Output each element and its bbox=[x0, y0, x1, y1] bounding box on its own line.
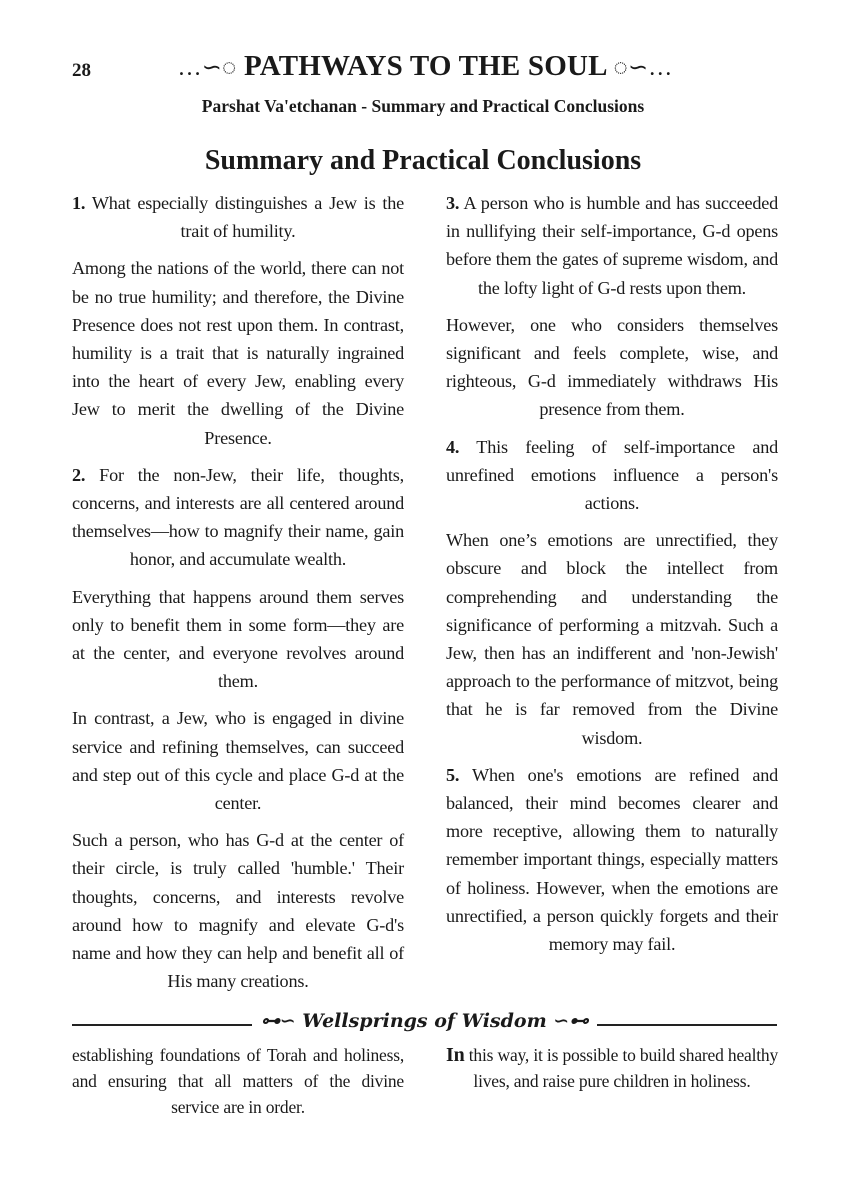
footer-left-column bbox=[72, 1042, 404, 1120]
running-header bbox=[130, 50, 720, 83]
point-3 bbox=[446, 189, 778, 302]
left-column bbox=[72, 189, 404, 1004]
footer-text: this way, it is possible to build shared healthy lives, and raise pure children in holiness. bbox=[464, 1045, 778, 1091]
divider-label: ⊶∽ Wellsprings of Wisdom ∽⊷ bbox=[260, 1010, 589, 1032]
paragraph: When one’s emotions are unrectified, they obscure and block the intellect from comprehending and understanding the significance of performing a mitzvah. Such a Jew, then has an indifferent and 'non-Jewish' approach to the performance of mitzvot, being that he is far removed from the Divine wisdom. bbox=[446, 530, 778, 748]
point-number: 4. bbox=[446, 436, 460, 457]
page-title: Summary and Practical Conclusions bbox=[204, 145, 642, 176]
point-text: For the non-Jew, their life, thoughts, concerns, and interests are all centered around themselves—how to magnify their name, gain honor, and accumulate wealth. bbox=[72, 464, 404, 570]
point-text: When one's emotions are refined and balanced, their mind becomes clearer and more receptive, allowing them to naturally remember important things, especially matters of holiness. However, when the emotions are unrectified, a person quickly forgets and their memory may fail. bbox=[446, 764, 778, 955]
paragraph: Among the nations of the world, there can not be no true humility; and therefore, the Divine Presence does not rest upon them. In contrast, humility is a trait that is naturally ingrained into the heart of every Jew, enabling every Jew to merit the dwelling of the Divine Presence. bbox=[72, 258, 404, 448]
point-5 bbox=[446, 761, 778, 958]
ornament-right-icon: ◌∽… bbox=[613, 55, 673, 81]
divider-line-right bbox=[597, 1024, 777, 1026]
drop-cap: In bbox=[446, 1044, 465, 1066]
point-number: 5. bbox=[446, 764, 460, 785]
point-1 bbox=[72, 189, 404, 245]
footer-right-column bbox=[446, 1042, 778, 1094]
paragraph: In contrast, a Jew, who is engaged in divine service and refining themselves, can succeed and step out of this cycle and place G-d at the center. bbox=[72, 708, 404, 814]
paragraph: However, one who considers themselves significant and feels complete, wise, and righteous, G-d immediately withdraws His presence from them. bbox=[446, 314, 778, 420]
footer-paragraph bbox=[446, 1042, 778, 1094]
point-text: A person who is humble and has succeeded in nullifying their self-importance, G-d opens before them the gates of supreme wisdom, and the lofty light of G-d rests upon them. bbox=[446, 193, 778, 298]
section-divider bbox=[72, 1012, 777, 1038]
point-number: 3. bbox=[446, 193, 460, 213]
page-number: 28 bbox=[72, 60, 91, 81]
point-text: This feeling of self-importance and unrefined emotions influence a person's actions. bbox=[446, 436, 778, 514]
point-number: 2. bbox=[72, 464, 86, 485]
paragraph: Such a person, who has G-d at the center of their circle, is truly called 'humble.' Their thoughts, concerns, and interests revolve around how to magnify and elevate G-d's name and how they can help and benefit all of His many creations. bbox=[72, 830, 404, 992]
footer-paragraph: establishing foundations of Torah and holiness, and ensuring that all matters of the divine service are in order. bbox=[72, 1045, 404, 1117]
running-title: PATHWAYS TO THE SOUL bbox=[243, 50, 607, 82]
point-text: What especially distinguishes a Jew is the trait of humility. bbox=[85, 193, 404, 242]
right-column bbox=[446, 189, 778, 967]
ornament-left-icon: …∽◌ bbox=[177, 55, 237, 81]
point-4 bbox=[446, 433, 778, 518]
paragraph: Everything that happens around them serves only to benefit them in some form—they are at the center, and everyone revolves around them. bbox=[72, 586, 404, 692]
point-2 bbox=[72, 461, 404, 574]
point-number: 1. bbox=[72, 193, 86, 213]
chapter-subtitle: Parshat Va'etchanan - Summary and Practical Conclusions bbox=[201, 96, 645, 116]
